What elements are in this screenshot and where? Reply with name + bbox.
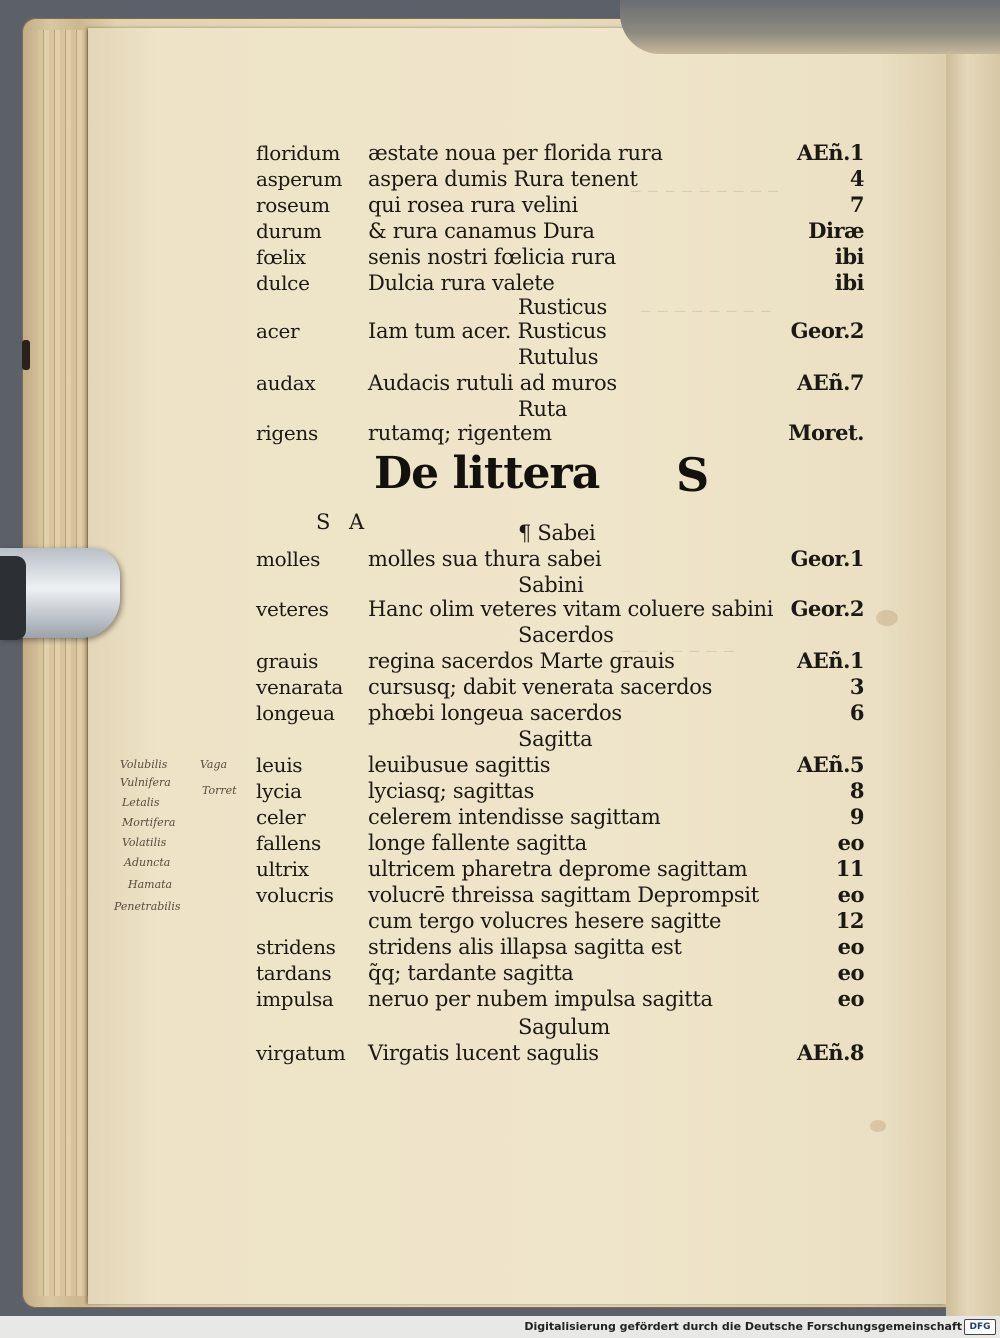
entry-keyword: tardans xyxy=(256,961,332,985)
entry-quote: Sagulum xyxy=(518,1015,610,1039)
marginal-note: Hamata xyxy=(128,878,173,891)
entry-quote: cum tergo volucres hesere sagitte xyxy=(368,909,722,933)
entry-row xyxy=(0,140,1000,168)
marginal-note: Volubilis xyxy=(120,758,168,771)
entry-reference: eo xyxy=(837,882,864,907)
entry-quote: regina sacerdos Marte grauis xyxy=(368,649,675,673)
entry-quote: Sagitta xyxy=(518,727,593,751)
entry-reference: AEñ.1 xyxy=(797,140,864,165)
entry-keyword: grauis xyxy=(256,649,319,673)
handwritten-marginalia xyxy=(112,756,262,926)
entry-reference: Geor.2 xyxy=(790,596,864,621)
marginal-note: Torret xyxy=(202,784,237,797)
entry-keyword: veteres xyxy=(256,597,329,621)
section-label: S A xyxy=(316,510,371,534)
entry-reference: 8 xyxy=(849,778,864,803)
entry-keyword: fallens xyxy=(256,831,321,855)
entry-keyword: leuis xyxy=(256,753,303,777)
entry-reference: 6 xyxy=(849,700,864,725)
entry-quote: aspera dumis Rura tenent xyxy=(368,167,638,191)
entry-quote: rutamq; rigentem xyxy=(368,421,552,445)
entry-quote: longe fallente sagitta xyxy=(368,831,587,855)
entry-quote: lyciasq; sagittas xyxy=(368,779,535,803)
entry-quote: Virgatis lucent sagulis xyxy=(368,1041,599,1065)
entry-row xyxy=(0,546,1000,574)
entry-reference: AEñ.5 xyxy=(797,752,864,777)
entry-quote: Sacerdos xyxy=(518,623,614,647)
entry-row xyxy=(0,218,1000,246)
entry-keyword: virgatum xyxy=(256,1041,346,1065)
entry-reference: 11 xyxy=(835,856,864,881)
entry-keyword: lycia xyxy=(256,779,302,803)
entry-quote: senis nostri fœlicia rura xyxy=(368,245,616,269)
entry-keyword: audax xyxy=(256,371,316,395)
entry-quote: Iam tum acer. Rusticus xyxy=(368,319,607,343)
entry-keyword: molles xyxy=(256,547,321,571)
entry-quote: q̃q; tardante sagitta xyxy=(368,961,574,985)
entry-quote: neruo per nubem impulsa sagitta xyxy=(368,987,713,1011)
entry-row xyxy=(0,674,1000,702)
entry-subheading xyxy=(0,726,1000,754)
entry-quote: Rusticus xyxy=(518,295,607,319)
entry-keyword: celer xyxy=(256,805,306,829)
entry-row xyxy=(0,318,1000,346)
entry-reference: 4 xyxy=(849,166,864,191)
entry-row xyxy=(0,960,1000,988)
entry-row xyxy=(0,244,1000,272)
entry-keyword: stridens xyxy=(256,935,336,959)
entry-quote: leuibusue sagittis xyxy=(368,753,551,777)
entry-row xyxy=(0,192,1000,220)
entry-keyword: fœlix xyxy=(256,245,306,269)
entry-quote: Audacis rutuli ad muros xyxy=(368,371,617,395)
marginal-note: Penetrabilis xyxy=(114,900,181,913)
entry-reference: eo xyxy=(837,934,864,959)
entry-keyword: rigens xyxy=(256,421,318,445)
entry-quote: phœbi longeua sacerdos xyxy=(368,701,622,725)
entry-quote: qui rosea rura velini xyxy=(368,193,578,217)
entry-reference: ibi xyxy=(834,244,864,269)
marginal-note: Vulnifera xyxy=(120,776,171,789)
bleed-through: ‒ ‒ ‒ ‒ ‒ ‒ ‒ xyxy=(620,640,735,661)
entry-reference: eo xyxy=(837,960,864,985)
entry-row xyxy=(0,420,1000,448)
entry-reference: eo xyxy=(837,986,864,1011)
entry-keyword: longeua xyxy=(256,701,335,725)
entry-quote: Ruta xyxy=(518,397,568,421)
dfg-logo: DFG xyxy=(964,1319,996,1335)
entry-quote: Rutulus xyxy=(518,345,599,369)
entry-row xyxy=(0,648,1000,676)
entry-quote: ultricem pharetra deprome sagittam xyxy=(368,857,748,881)
entry-reference: 12 xyxy=(835,908,864,933)
entry-row xyxy=(0,986,1000,1014)
footer-credit: Digitalisierung gefördert durch die Deutsche Forschungsgemeinschaft xyxy=(524,1320,962,1333)
entry-keyword: acer xyxy=(256,319,300,343)
entry-quote: Dulcia rura valete xyxy=(368,271,555,295)
marginal-note: Mortifera xyxy=(122,816,176,829)
entry-keyword: roseum xyxy=(256,193,330,217)
entry-reference: eo xyxy=(837,830,864,855)
heading-text: De littera xyxy=(374,448,600,499)
marginal-note: Volatilis xyxy=(122,836,167,849)
entry-row xyxy=(0,370,1000,398)
entry-reference: Diræ xyxy=(808,218,864,243)
bleed-through: ‒ ‒ ‒ ‒ ‒ ‒ ‒ ‒ xyxy=(640,300,772,321)
entry-quote: molles sua thura sabei xyxy=(368,547,602,571)
bleed-through: ‒ ‒ ‒ ‒ ‒ ‒ ‒ ‒ ‒ xyxy=(630,180,779,201)
entry-quote: celerem intendisse sagittam xyxy=(368,805,661,829)
entry-quote: stridens alis illapsa sagitta est xyxy=(368,935,682,959)
entry-keyword: volucris xyxy=(256,883,334,907)
entry-reference: AEñ.7 xyxy=(797,370,864,395)
entry-quote: cursusq; dabit venerata sacerdos xyxy=(368,675,713,699)
entry-row xyxy=(0,166,1000,194)
entry-quote: Sabini xyxy=(518,573,584,597)
entry-subheading xyxy=(0,344,1000,372)
entry-reference: 3 xyxy=(849,674,864,699)
entry-reference: 9 xyxy=(849,804,864,829)
entry-keyword: dulce xyxy=(256,271,310,295)
heading-letter: S xyxy=(676,448,710,502)
entry-keyword: venarata xyxy=(256,675,343,699)
entry-reference: AEñ.1 xyxy=(797,648,864,673)
marginal-note: Aduncta xyxy=(124,856,171,869)
entry-keyword: asperum xyxy=(256,167,343,191)
entry-row xyxy=(0,1040,1000,1068)
marginal-note: Letalis xyxy=(122,796,160,809)
entry-quote: volucrē threissa sagittam Deprompsit xyxy=(368,883,759,907)
entry-row xyxy=(0,700,1000,728)
marginal-note: Vaga xyxy=(200,758,228,771)
entry-reference: Moret. xyxy=(788,420,864,445)
entry-keyword: durum xyxy=(256,219,322,243)
entry-keyword: floridum xyxy=(256,141,341,165)
entry-reference: 7 xyxy=(849,192,864,217)
entry-row xyxy=(0,934,1000,962)
entry-keyword: impulsa xyxy=(256,987,334,1011)
entry-subheading xyxy=(0,1014,1000,1042)
entry-subheading xyxy=(0,622,1000,650)
entry-row xyxy=(0,596,1000,624)
entry-reference: ibi xyxy=(834,270,864,295)
footer-bar xyxy=(0,1316,1000,1338)
entry-reference: AEñ.8 xyxy=(797,1040,864,1065)
entry-reference: Geor.2 xyxy=(790,318,864,343)
entry-quote: æstate noua per florida rura xyxy=(368,141,663,165)
entry-quote: ¶ Sabei xyxy=(518,521,596,545)
entry-reference: Geor.1 xyxy=(790,546,864,571)
entry-subheading xyxy=(0,520,1000,548)
entry-quote: Hanc olim veteres vitam coluere sabini xyxy=(368,597,774,621)
entry-quote: & rura canamus Dura xyxy=(368,219,595,243)
entry-keyword: ultrix xyxy=(256,857,309,881)
